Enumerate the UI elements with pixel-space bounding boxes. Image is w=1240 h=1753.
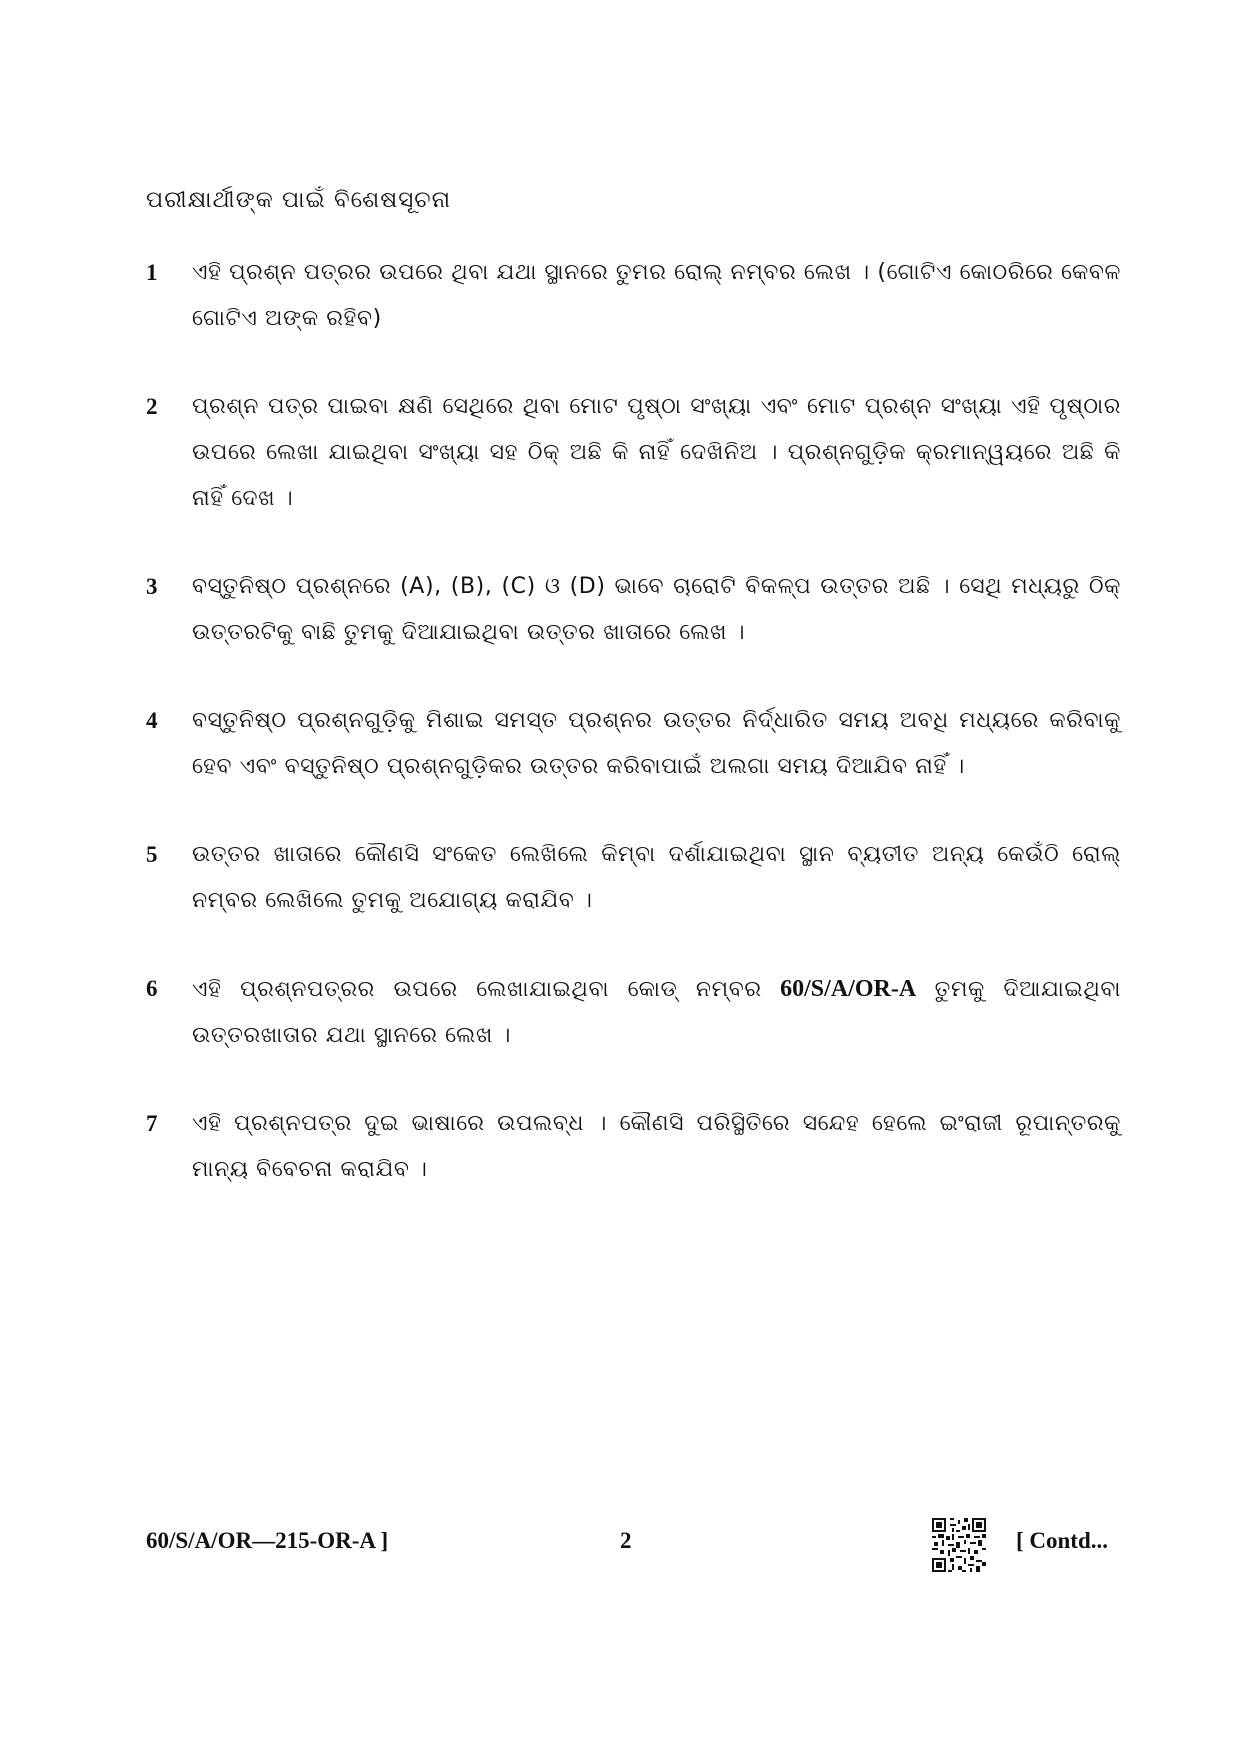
instruction-text: ବସ୍ତୁନିଷ୍ଠ ପ୍ରଶ୍ନରେ (A), (B), (C) ଓ (D) ଭାବେ ଚାରୋଟି ବିକଳ୍ପ ଉତ୍ତର ଅଛି । ସେଥି ମଧ୍ୟରୁ ଠିକ୍ ଉତ୍ତରଟିକୁ ବାଛି ତୁମକୁ ଦିଆଯାଇଥିବା ଉତ୍ତର ଖାତାରେ ଲେଖ ।: [192, 574, 1121, 645]
page-heading: ପରୀକ୍ଷାର୍ଥୀଙ୍କ ପାଇଁ ବିଶେଷସୂଚନା: [146, 187, 452, 213]
page-number: 2: [620, 1528, 632, 1553]
instruction-number: 7: [146, 1111, 158, 1136]
qr-code-icon: [932, 1518, 986, 1572]
instruction-text: ପ୍ରଶ୍ନ ପତ୍ର ପାଇବା କ୍ଷଣି ସେଥିରେ ଥିବା ମୋଟ ପୃଷ୍ଠା ସଂଖ୍ୟା ଏବଂ ମୋଟ ପ୍ରଶ୍ନ ସଂଖ୍ୟା ଏହି ପୃଷ୍ଠାର ଉପରେ ଲେଖା ଯାଇଥିବା ସଂଖ୍ୟା ସହ ଠିକ୍ ଅଛି କି ନାହିଁ ଦେଖିନିଅ । ପ୍ରଶ୍ନଗୁଡ଼ିକ କ୍ରମାନ୍ୱୟରେ ଅଛି କି ନାହିଁ ଦେଖ ।: [192, 394, 1121, 511]
instruction-text: ଏହି ପ୍ରଶ୍ନପତ୍ର ଦୁଇ ଭାଷାରେ ଉପଲବ୍ଧ । କୌଣସି ପରିସ୍ଥିତିରେ ସନ୍ଦେହ ହେଲେ ଇଂରାଜୀ ରୂପାନ୍ତରକୁ ମାନ୍ୟ ବିବେଚନା କରାଯିବ ।: [192, 1111, 1121, 1182]
instruction-number: 1: [146, 260, 158, 285]
instruction-item: [146, 250, 1121, 342]
instruction-number: 6: [146, 976, 158, 1001]
instruction-text-after: ତୁମକୁ ଦିଆଯାଇଥିବା ଉତ୍ତରଖାତାର ଯଥା ସ୍ଥାନରେ ଲେଖ ।: [192, 977, 1121, 1048]
instruction-item: [146, 1101, 1121, 1193]
instruction-item: [146, 564, 1121, 656]
instruction-text-before: ଏହି ପ୍ରଶ୍ନପତ୍ରର ଉପରେ ଲେଖାଯାଇଥିବା କୋଡ୍ ନମ୍ବର: [192, 977, 781, 1002]
instruction-item: [146, 698, 1121, 790]
instructions-list: [146, 250, 1121, 1235]
instruction-number: 3: [146, 574, 158, 599]
instruction-text: ବସ୍ତୁନିଷ୍ଠ ପ୍ରଶ୍ନଗୁଡ଼ିକୁ ମିଶାଇ ସମସ୍ତ ପ୍ରଶ୍ନର ଉତ୍ତର ନିର୍ଦ୍ଧାରିତ ସମୟ ଅବଧି ମଧ୍ୟରେ କରିବାକୁ ହେବ ଏବଂ ବସ୍ତୁନିଷ୍ଠ ପ୍ରଶ୍ନଗୁଡ଼ିକର ଉତ୍ତର କରିବାପାଇଁ ଅଲଗା ସମୟ ଦିଆଯିବ ନାହିଁ ।: [192, 708, 1121, 779]
instruction-number: 4: [146, 708, 158, 733]
instruction-item: [146, 832, 1121, 924]
instruction-number: 5: [146, 842, 158, 867]
instruction-text: [192, 966, 1121, 1059]
instruction-item: [146, 384, 1121, 522]
instruction-number: 2: [146, 394, 158, 419]
code-number: 60/S/A/OR-A: [780, 976, 917, 1002]
continued-label: [ Contd...: [1016, 1528, 1109, 1553]
footer-code: 60/S/A/OR—215-OR-A ]: [146, 1528, 389, 1553]
instruction-text: ଏହି ପ୍ରଶ୍ନ ପତ୍ରର ଉପରେ ଥିବା ଯଥା ସ୍ଥାନରେ ତୁମର ରୋଲ୍ ନମ୍ବର ଲେଖ । (ଗୋଟିଏ କୋଠରିରେ କେବଳ ଗୋଟିଏ ଅଙ୍କ ରହିବ): [192, 260, 1121, 331]
instruction-text: ଉତ୍ତର ଖାତାରେ କୌଣସି ସଂକେତ ଲେଖିଲେ କିମ୍ବା ଦର୍ଶାଯାଇଥିବା ସ୍ଥାନ ବ୍ୟତୀତ ଅନ୍ୟ କେଉଁଠି ରୋଲ୍ ନମ୍ବର ଲେଖିଲେ ତୁମକୁ ଅଯୋଗ୍ୟ କରାଯିବ ।: [192, 842, 1121, 913]
instruction-item: [146, 966, 1121, 1059]
